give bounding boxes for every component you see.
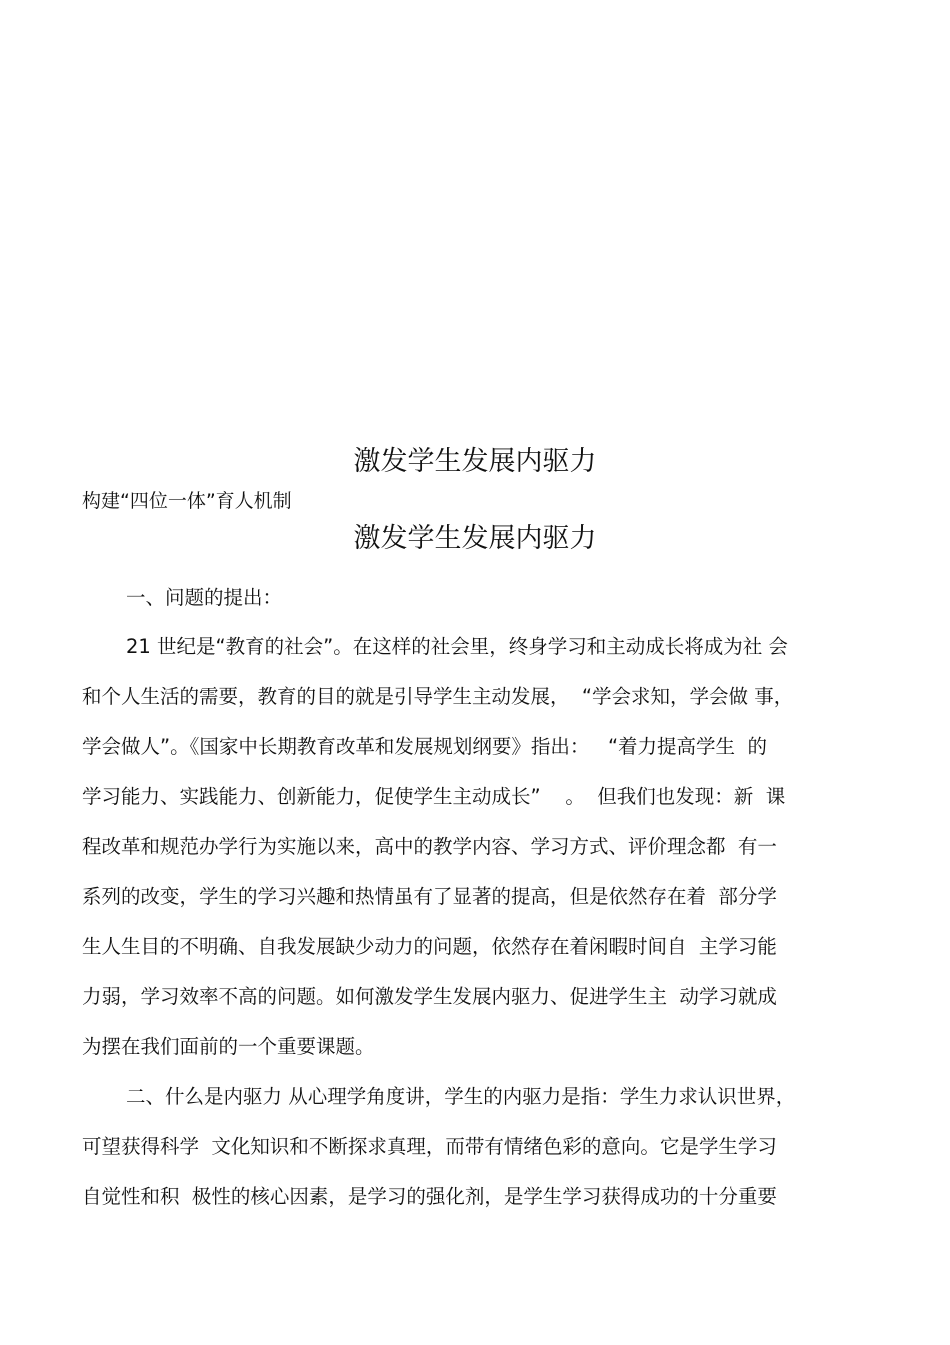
paragraph-line: 和个人生活的需要，教育的目的就是引导学生主动发展， “学会求知，学会做 事， [82, 685, 794, 708]
main-title: 激发学生发展内驱力 [353, 523, 597, 554]
paragraph-line: 力弱，学习效率不高的问题。如何激发学生发展内驱力、促进学生主 动学习就成 [82, 985, 777, 1008]
paragraph-line: 二、什么是内驱力 从心理学角度讲，学生的内驱力是指：学生力求认识世界， [126, 1085, 796, 1108]
paragraph-line: 生人生目的不明确、自我发展缺少动力的问题，依然存在着闲暇时间自 主学习能 [82, 935, 777, 958]
document-subtitle: 构建“四位一体”育人机制 [82, 490, 292, 512]
section-heading: 一、问题的提出： [126, 586, 283, 609]
paragraph-line: 系列的改变，学生的学习兴趣和热情虽有了显著的提高，但是依然存在着 部分学 [82, 885, 777, 908]
paragraph-line: 21 世纪是“教育的社会”。在这样的社会里，终身学习和主动成长将成为社 会 [126, 635, 788, 658]
paragraph-line: 学会做人”。《国家中长期教育改革和发展规划纲要》指出： “着力提高学生 的 [82, 735, 767, 758]
paragraph-line: 学习能力、实践能力、创新能力，促使学生主动成长” 。 但我们也发现：新 课 [82, 785, 786, 808]
paragraph-line: 自觉性和积 极性的核心因素，是学习的强化剂，是学生学习获得成功的十分重要 [82, 1185, 777, 1208]
paragraph-line: 为摆在我们面前的一个重要课题。 [82, 1035, 375, 1058]
paragraph-line: 程改革和规范办学行为实施以来，高中的教学内容、学习方式、评价理念都 有一 [82, 835, 777, 858]
page-title: 激发学生发展内驱力 [353, 446, 597, 477]
paragraph-line: 可望获得科学 文化知识和不断探求真理，而带有情绪色彩的意向。它是学生学习 [82, 1135, 777, 1158]
